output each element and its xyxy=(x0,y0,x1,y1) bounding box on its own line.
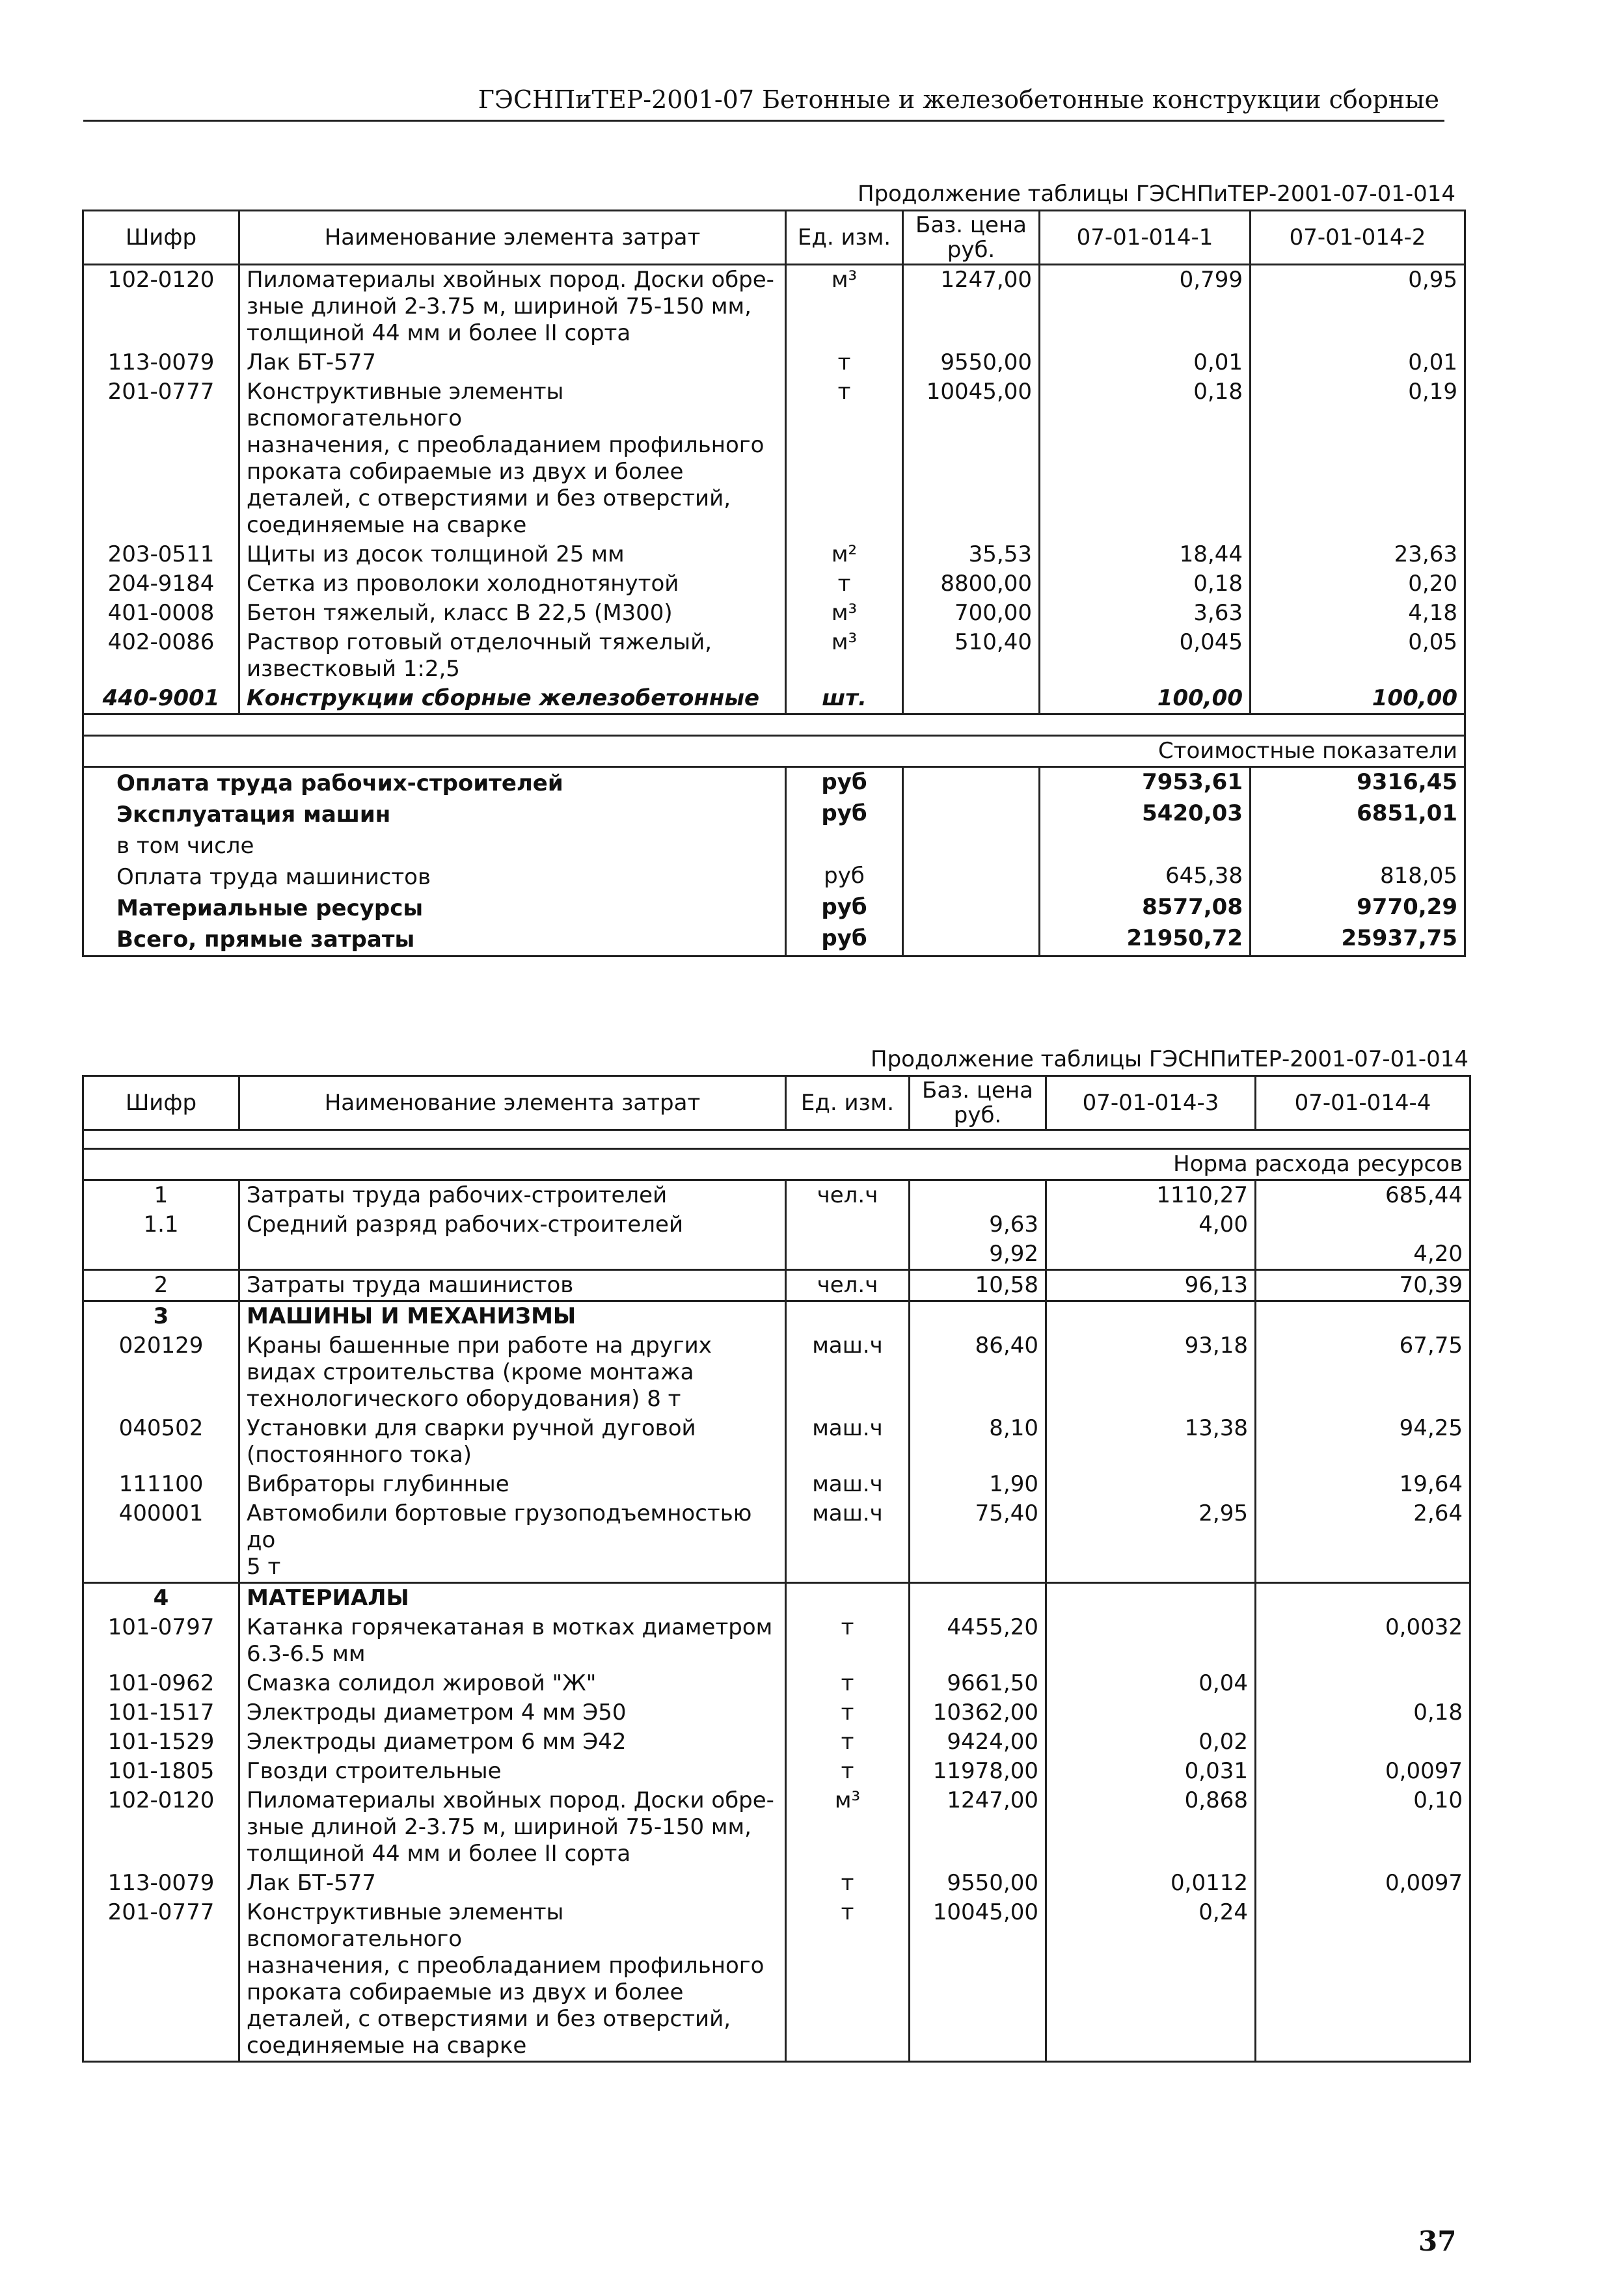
column-header-unit: Ед. изм. xyxy=(786,1076,910,1130)
row-value-a: 0,799 xyxy=(1040,265,1251,349)
table-row xyxy=(83,1727,1470,1757)
column-header-variant-a: 07-01-014-3 xyxy=(1046,1076,1256,1130)
row-unit: маш.ч xyxy=(786,1414,910,1470)
row-code xyxy=(83,1239,239,1270)
row-price: 8800,00 xyxy=(903,569,1040,599)
row-code: 113-0079 xyxy=(83,348,239,377)
row-value-a: 4,00 xyxy=(1046,1210,1256,1239)
row-unit: маш.ч xyxy=(786,1470,910,1499)
row-code: 040502 xyxy=(83,1414,239,1470)
row-value-b: 4,18 xyxy=(1251,599,1465,628)
row-code: 203-0511 xyxy=(83,540,239,569)
row-value-a: 0,18 xyxy=(1040,377,1251,540)
cost-row xyxy=(83,799,1465,830)
row-name: Сетка из проволоки холоднотянутой xyxy=(239,569,786,599)
table-row xyxy=(83,1239,1470,1270)
table-header-row xyxy=(83,211,1465,265)
row-unit: шт. xyxy=(786,684,903,714)
row-value-b: 0,0097 xyxy=(1256,1757,1470,1786)
row-name: Катанка горячекатаная в мотках диаметром 6.3-6.5 мм xyxy=(239,1613,786,1669)
table-row xyxy=(83,1698,1470,1727)
table-row xyxy=(83,1470,1470,1499)
column-header-variant-b: 07-01-014-2 xyxy=(1251,211,1465,265)
row-value-b: 70,39 xyxy=(1256,1270,1470,1301)
row-price: 8,10 xyxy=(910,1414,1046,1470)
row-value-a: 0,24 xyxy=(1046,1898,1256,2062)
table-row xyxy=(83,684,1465,714)
column-header-code: Шифр xyxy=(83,1076,239,1130)
row-value-b: 0,19 xyxy=(1251,377,1465,540)
row-unit: т xyxy=(786,1727,910,1757)
spacer-row xyxy=(83,1130,1470,1149)
cost-row xyxy=(83,893,1465,924)
column-header-variant-a: 07-01-014-1 xyxy=(1040,211,1251,265)
row-unit: м³ xyxy=(786,628,903,684)
row-unit: чел.ч xyxy=(786,1270,910,1301)
row-price xyxy=(910,1180,1046,1211)
resource-table-1 xyxy=(82,210,1466,957)
cost-value-b: 9316,45 xyxy=(1251,767,1465,800)
row-code: 201-0777 xyxy=(83,1898,239,2062)
row-value-a: 93,18 xyxy=(1046,1331,1256,1414)
row-unit: м³ xyxy=(786,599,903,628)
table-row xyxy=(83,1210,1470,1239)
column-header-price: Баз. цена руб. xyxy=(910,1076,1046,1130)
row-value-b: 19,64 xyxy=(1256,1470,1470,1499)
cost-value-b: 6851,01 xyxy=(1251,799,1465,830)
row-value-a: 0,02 xyxy=(1046,1727,1256,1757)
table-row xyxy=(83,377,1465,540)
row-name: Щиты из досок толщиной 25 мм xyxy=(239,540,786,569)
row-code: 2 xyxy=(83,1270,239,1301)
cost-name: Эксплуатация машин xyxy=(83,799,786,830)
row-value-b: 67,75 xyxy=(1256,1331,1470,1414)
row-code: 402-0086 xyxy=(83,628,239,684)
table-row xyxy=(83,628,1465,684)
table-row xyxy=(83,1669,1470,1698)
row-name: Средний разряд рабочих-строителей xyxy=(239,1210,786,1239)
row-name: Конструктивные элементы вспомогательного назначения, с преобладанием профильного проката собираемые из двух и более деталей, с отверстиями и без отверстий, соединяемые на сварке xyxy=(239,377,786,540)
row-code: 113-0079 xyxy=(83,1869,239,1898)
cost-unit: руб xyxy=(786,799,903,830)
row-name: Конструктивные элементы вспомогательного назначения, с преобладанием профильного проката собираемые из двух и более деталей, с отверстиями и без отверстий, соединяемые на сварке xyxy=(239,1898,786,2062)
row-value-a: 100,00 xyxy=(1040,684,1251,714)
table-row xyxy=(83,1583,1470,1614)
row-value-a: 2,95 xyxy=(1046,1499,1256,1583)
cost-value-b: 9770,29 xyxy=(1251,893,1465,924)
cost-price-empty xyxy=(903,830,1040,861)
cost-value-a: 7953,61 xyxy=(1040,767,1251,800)
row-value-b xyxy=(1256,1898,1470,2062)
cost-unit: руб xyxy=(786,861,903,893)
row-value-b: 685,44 xyxy=(1256,1180,1470,1211)
table-row xyxy=(83,1270,1470,1301)
row-code: 1 xyxy=(83,1180,239,1211)
row-value-a: 18,44 xyxy=(1040,540,1251,569)
row-name: Электроды диаметром 4 мм Э50 xyxy=(239,1698,786,1727)
cost-name: в том числе xyxy=(83,830,786,861)
row-price: 700,00 xyxy=(903,599,1040,628)
row-code: 102-0120 xyxy=(83,265,239,349)
row-price: 86,40 xyxy=(910,1331,1046,1414)
row-unit: м³ xyxy=(786,1786,910,1869)
row-code: 201-0777 xyxy=(83,377,239,540)
row-name: Гвозди строительные xyxy=(239,1757,786,1786)
column-header-variant-b: 07-01-014-4 xyxy=(1256,1076,1470,1130)
row-unit: маш.ч xyxy=(786,1499,910,1583)
cost-name: Оплата труда рабочих-строителей xyxy=(83,767,786,800)
row-price: 11978,00 xyxy=(910,1757,1046,1786)
cost-value-b: 25937,75 xyxy=(1251,924,1465,956)
row-price: 1247,00 xyxy=(903,265,1040,349)
table-row xyxy=(83,1414,1470,1470)
row-unit: т xyxy=(786,1757,910,1786)
table-row xyxy=(83,540,1465,569)
column-header-name: Наименование элемента затрат xyxy=(239,211,786,265)
cost-value-a: 5420,03 xyxy=(1040,799,1251,830)
row-name: Затраты труда машинистов xyxy=(239,1270,786,1301)
row-value-b xyxy=(1256,1210,1470,1239)
row-value-a: 1110,27 xyxy=(1046,1180,1256,1211)
row-value-b: 23,63 xyxy=(1251,540,1465,569)
row-unit: т xyxy=(786,1698,910,1727)
row-value-b xyxy=(1256,1301,1470,1332)
row-unit: т xyxy=(786,1869,910,1898)
row-code: 440-9001 xyxy=(83,684,239,714)
cost-price-empty xyxy=(903,861,1040,893)
cost-unit: руб xyxy=(786,893,903,924)
row-code: 101-0797 xyxy=(83,1613,239,1669)
page-number: 37 xyxy=(1418,2225,1457,2257)
row-name: Краны башенные при работе на других видах строительства (кроме монтажа технологического оборудования) 8 т xyxy=(239,1331,786,1414)
row-value-a: 96,13 xyxy=(1046,1270,1256,1301)
table-row xyxy=(83,1898,1470,2062)
row-unit: чел.ч xyxy=(786,1180,910,1211)
row-value-b: 0,05 xyxy=(1251,628,1465,684)
row-code: 111100 xyxy=(83,1470,239,1499)
row-unit: м² xyxy=(786,540,903,569)
table-row xyxy=(83,569,1465,599)
row-unit xyxy=(786,1301,910,1332)
row-price: 9661,50 xyxy=(910,1669,1046,1698)
cost-section-label: Стоимостные показатели xyxy=(83,736,1465,767)
row-price xyxy=(903,684,1040,714)
row-unit xyxy=(786,1210,910,1239)
cost-price-empty xyxy=(903,893,1040,924)
row-value-a: 0,0112 xyxy=(1046,1869,1256,1898)
page-header-title: ГЭСНПиТЕР-2001-07 Бетонные и железобетонные конструкции сборные xyxy=(478,85,1439,114)
resource-table-2 xyxy=(82,1075,1471,2063)
row-price: 9424,00 xyxy=(910,1727,1046,1757)
row-price: 9,63 xyxy=(910,1210,1046,1239)
cost-value-b: 818,05 xyxy=(1251,861,1465,893)
cost-row xyxy=(83,861,1465,893)
row-price: 10,58 xyxy=(910,1270,1046,1301)
row-unit: м³ xyxy=(786,265,903,349)
table2-caption: Продолжение таблицы ГЭСНПиТЕР-2001-07-01-014 xyxy=(871,1046,1469,1072)
column-header-price: Баз. цена руб. xyxy=(903,211,1040,265)
column-header-code: Шифр xyxy=(83,211,239,265)
row-value-b: 0,0032 xyxy=(1256,1613,1470,1669)
row-code: 101-1805 xyxy=(83,1757,239,1786)
cost-value-a: 645,38 xyxy=(1040,861,1251,893)
row-value-a xyxy=(1046,1613,1256,1669)
cost-price-empty xyxy=(903,767,1040,800)
row-unit: т xyxy=(786,569,903,599)
row-unit: т xyxy=(786,1669,910,1698)
row-value-a: 0,045 xyxy=(1040,628,1251,684)
row-name: Раствор готовый отделочный тяжелый, известковый 1:2,5 xyxy=(239,628,786,684)
row-value-a: 0,868 xyxy=(1046,1786,1256,1869)
row-value-a: 0,18 xyxy=(1040,569,1251,599)
row-value-b xyxy=(1256,1669,1470,1698)
table-row xyxy=(83,265,1465,349)
row-code: 401-0008 xyxy=(83,599,239,628)
row-price: 4455,20 xyxy=(910,1613,1046,1669)
table-row xyxy=(83,1757,1470,1786)
row-value-a xyxy=(1046,1698,1256,1727)
table-row xyxy=(83,1613,1470,1669)
row-value-a: 3,63 xyxy=(1040,599,1251,628)
row-value-a: 0,01 xyxy=(1040,348,1251,377)
norm-section-label: Норма расхода ресурсов xyxy=(83,1149,1470,1180)
row-price: 10045,00 xyxy=(910,1898,1046,2062)
row-name: Пиломатериалы хвойных пород. Доски обре- зные длиной 2-3.75 м, шириной 75-150 мм, толщиной 44 мм и более II сорта xyxy=(239,1786,786,1869)
cost-label-row xyxy=(83,736,1465,767)
row-value-b xyxy=(1256,1727,1470,1757)
table-row xyxy=(83,599,1465,628)
row-name: Конструкции сборные железобетонные xyxy=(239,684,786,714)
row-value-b: 0,95 xyxy=(1251,265,1465,349)
row-unit: т xyxy=(786,1613,910,1669)
table-row xyxy=(83,1499,1470,1583)
row-value-b: 0,01 xyxy=(1251,348,1465,377)
row-value-a xyxy=(1046,1583,1256,1614)
row-code: 101-0962 xyxy=(83,1669,239,1698)
row-unit: т xyxy=(786,348,903,377)
table-row xyxy=(83,1786,1470,1869)
row-code: 020129 xyxy=(83,1331,239,1414)
cost-name: Всего, прямые затраты xyxy=(83,924,786,956)
row-unit: т xyxy=(786,1898,910,2062)
row-price: 1,90 xyxy=(910,1470,1046,1499)
page-header xyxy=(83,83,1444,122)
row-value-a xyxy=(1046,1470,1256,1499)
row-unit: маш.ч xyxy=(786,1331,910,1414)
row-value-b: 100,00 xyxy=(1251,684,1465,714)
cost-row xyxy=(83,924,1465,956)
row-unit xyxy=(786,1239,910,1270)
cost-price-empty xyxy=(903,924,1040,956)
spacer-cell xyxy=(83,714,1465,736)
table-row xyxy=(83,1301,1470,1332)
cost-unit: руб xyxy=(786,924,903,956)
row-name xyxy=(239,1239,786,1270)
row-name: Автомобили бортовые грузоподъемностью до 5 т xyxy=(239,1499,786,1583)
cost-value-b xyxy=(1251,830,1465,861)
row-price: 35,53 xyxy=(903,540,1040,569)
cost-value-a xyxy=(1040,830,1251,861)
column-header-name: Наименование элемента затрат xyxy=(239,1076,786,1130)
row-name: Бетон тяжелый, класс В 22,5 (М300) xyxy=(239,599,786,628)
row-value-b: 0,10 xyxy=(1256,1786,1470,1869)
cost-unit: руб xyxy=(786,767,903,800)
row-price: 75,40 xyxy=(910,1499,1046,1583)
row-price xyxy=(910,1583,1046,1614)
row-value-a xyxy=(1046,1239,1256,1270)
norm-label-row xyxy=(83,1149,1470,1180)
row-name: Затраты труда рабочих-строителей xyxy=(239,1180,786,1211)
column-header-unit: Ед. изм. xyxy=(786,211,903,265)
row-name: Лак БТ-577 xyxy=(239,1869,786,1898)
row-name: Смазка солидол жировой "Ж" xyxy=(239,1669,786,1698)
cost-price-empty xyxy=(903,799,1040,830)
cost-row xyxy=(83,767,1465,800)
cost-name: Материальные ресурсы xyxy=(83,893,786,924)
cost-row xyxy=(83,830,1465,861)
row-price: 9550,00 xyxy=(910,1869,1046,1898)
row-value-b: 0,0097 xyxy=(1256,1869,1470,1898)
row-value-b: 2,64 xyxy=(1256,1499,1470,1583)
row-code: 204-9184 xyxy=(83,569,239,599)
row-value-a: 13,38 xyxy=(1046,1414,1256,1470)
row-value-b: 4,20 xyxy=(1256,1239,1470,1270)
row-name: МАШИНЫ И МЕХАНИЗМЫ xyxy=(239,1301,786,1332)
row-name: МАТЕРИАЛЫ xyxy=(239,1583,786,1614)
row-code: 101-1517 xyxy=(83,1698,239,1727)
row-unit xyxy=(786,1583,910,1614)
row-value-b xyxy=(1256,1583,1470,1614)
table1-caption: Продолжение таблицы ГЭСНПиТЕР-2001-07-01-014 xyxy=(858,181,1456,207)
row-price: 10045,00 xyxy=(903,377,1040,540)
row-price xyxy=(910,1301,1046,1332)
row-price: 9550,00 xyxy=(903,348,1040,377)
row-unit: т xyxy=(786,377,903,540)
cost-value-a: 21950,72 xyxy=(1040,924,1251,956)
table-row xyxy=(83,1869,1470,1898)
row-code: 102-0120 xyxy=(83,1786,239,1869)
cost-unit xyxy=(786,830,903,861)
table-row xyxy=(83,348,1465,377)
row-price: 510,40 xyxy=(903,628,1040,684)
row-name: Установки для сварки ручной дуговой (постоянного тока) xyxy=(239,1414,786,1470)
table-row xyxy=(83,1331,1470,1414)
row-code: 3 xyxy=(83,1301,239,1332)
row-value-a: 0,031 xyxy=(1046,1757,1256,1786)
spacer-row xyxy=(83,714,1465,736)
row-code: 101-1529 xyxy=(83,1727,239,1757)
row-value-b: 0,18 xyxy=(1256,1698,1470,1727)
row-value-a xyxy=(1046,1301,1256,1332)
cost-name: Оплата труда машинистов xyxy=(83,861,786,893)
row-value-b: 94,25 xyxy=(1256,1414,1470,1470)
spacer-cell xyxy=(83,1130,1470,1149)
row-code: 1.1 xyxy=(83,1210,239,1239)
row-price: 10362,00 xyxy=(910,1698,1046,1727)
row-value-a: 0,04 xyxy=(1046,1669,1256,1698)
row-name: Лак БТ-577 xyxy=(239,348,786,377)
row-code: 4 xyxy=(83,1583,239,1614)
row-code: 400001 xyxy=(83,1499,239,1583)
row-price: 9,92 xyxy=(910,1239,1046,1270)
row-name: Пиломатериалы хвойных пород. Доски обре- зные длиной 2-3.75 м, шириной 75-150 мм, толщиной 44 мм и более II сорта xyxy=(239,265,786,349)
row-value-b: 0,20 xyxy=(1251,569,1465,599)
row-price: 1247,00 xyxy=(910,1786,1046,1869)
table-header-row xyxy=(83,1076,1470,1130)
row-name: Электроды диаметром 6 мм Э42 xyxy=(239,1727,786,1757)
row-name: Вибраторы глубинные xyxy=(239,1470,786,1499)
table-row xyxy=(83,1180,1470,1211)
cost-value-a: 8577,08 xyxy=(1040,893,1251,924)
